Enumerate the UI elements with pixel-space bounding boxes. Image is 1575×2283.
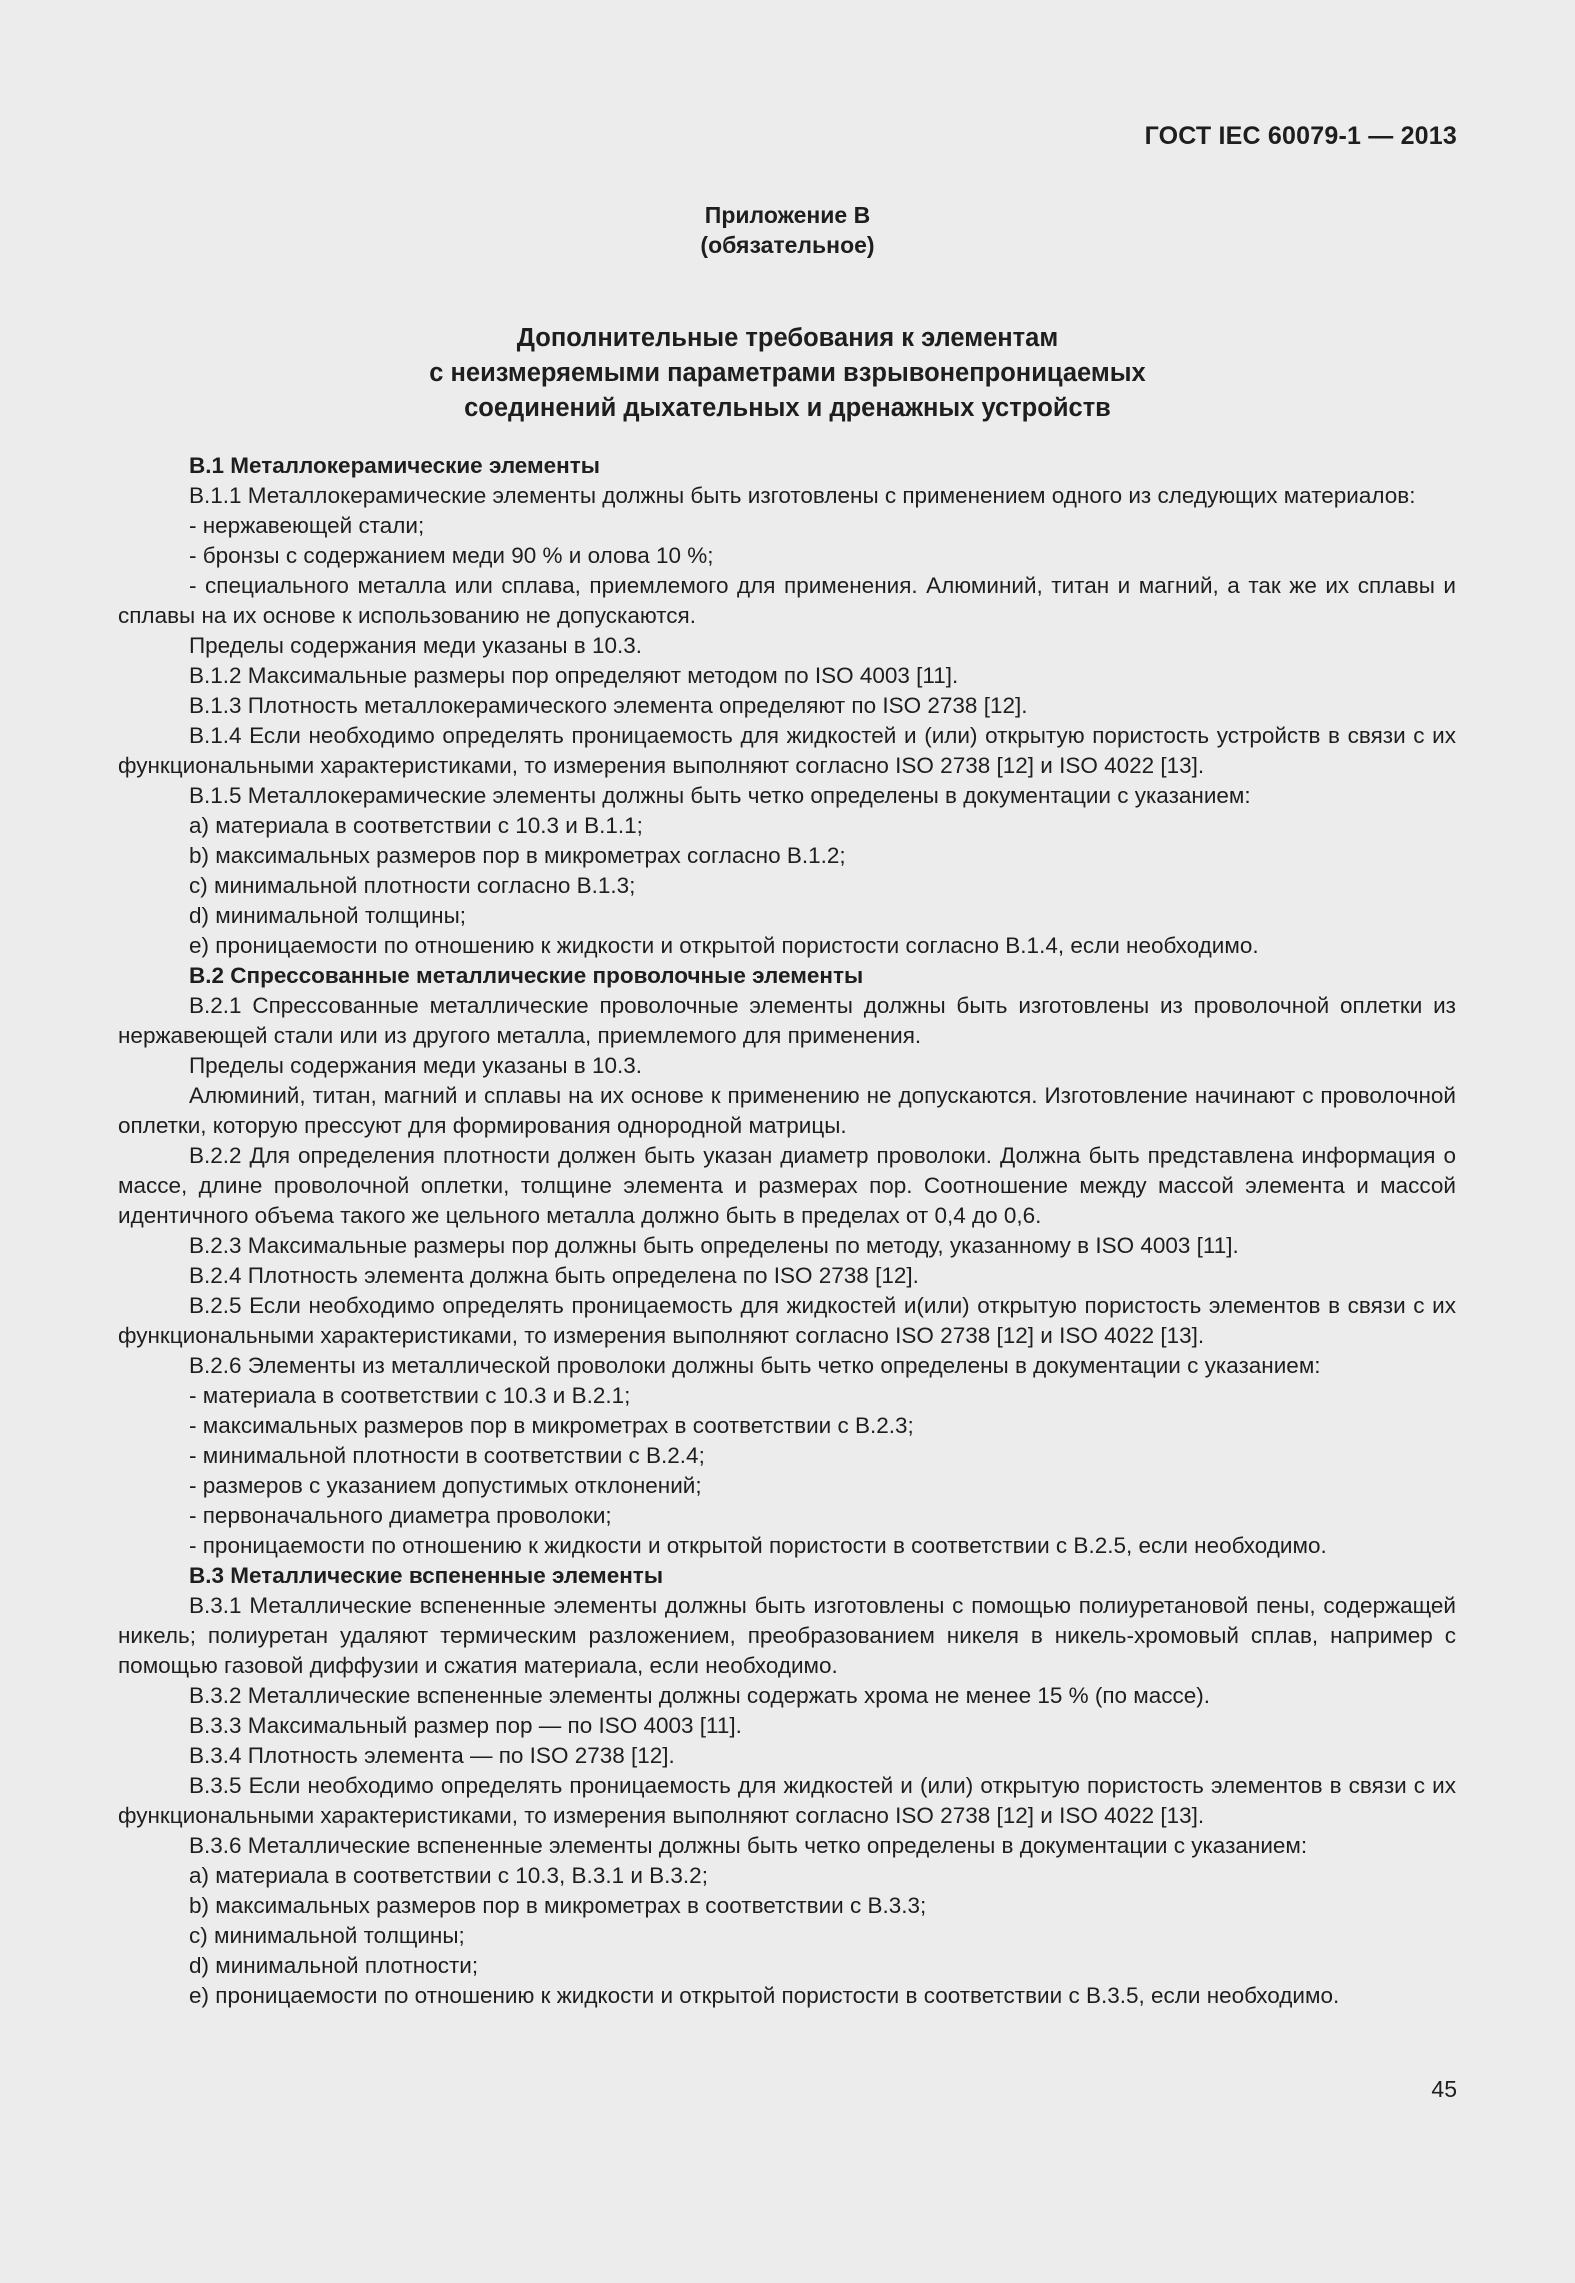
body-paragraph: В.2.3 Максимальные размеры пор должны быть определены по методу, указанному в ISO 4003 [11]. (189, 1233, 1239, 1258)
annex-label: Приложение В (704, 202, 871, 228)
annex-block (0, 200, 1575, 260)
body-paragraph: В.2.6 Элементы из металлической проволоки должны быть четко определены в документации с указанием: (189, 1353, 1321, 1378)
body-paragraph: - первоначального диаметра проволоки; (189, 1503, 612, 1528)
body-paragraph: В.1.3 Плотность металлокерамического элемента определяют по ISO 2738 [12]. (189, 693, 1028, 718)
body-paragraph: - нержавеющей стали; (189, 513, 425, 538)
annex-title-line: соединений дыхательных и дренажных устройств (464, 394, 1111, 422)
body-paragraph: d) минимальной плотности; (189, 1953, 479, 1978)
body-paragraph: b) максимальных размеров пор в микрометрах в соответствии с В.3.3; (189, 1893, 927, 1918)
body-paragraph: В.3.2 Металлические вспененные элементы должны содержать хрома не менее 15 % (по массе). (189, 1683, 1211, 1708)
body-paragraph: a) материала в соответствии с 10.3 и В.1.1; (189, 813, 643, 838)
body-paragraph: - бронзы с содержанием меди 90 % и олова 10 %; (189, 543, 714, 568)
document-body (118, 451, 1456, 2011)
body-paragraph: d) минимальной толщины; (189, 903, 467, 928)
body-paragraph: e) проницаемости по отношению к жидкости и открытой пористости согласно В.1.4, если необходимо. (189, 933, 1259, 958)
body-paragraph: - размеров с указанием допустимых отклонений; (189, 1473, 702, 1498)
body-paragraph: - специального металла или сплава, приемлемого для применения. Алюминий, титан и магний, а так же их сплавы и сплавы на их основе к использованию не допускаются. (118, 573, 1456, 628)
section-heading: В.3 Металлические вспененные элементы (189, 1563, 664, 1588)
body-paragraph: Пределы содержания меди указаны в 10.3. (189, 1053, 643, 1078)
body-paragraph: c) минимальной толщины; (189, 1923, 465, 1948)
body-paragraph: b) максимальных размеров пор в микрометрах согласно В.1.2; (189, 843, 846, 868)
body-paragraph: В.2.2 Для определения плотности должен быть указан диаметр проволоки. Должна быть представлена информация о массе, длине проволочной оплетки, толщине элемента и размерах пор. Соотношение между массой элемента и массой идентичного объема такого же цельного металла должно быть в пределах от 0,4 до 0,6. (118, 1143, 1456, 1228)
page-number: 45 (1431, 2076, 1457, 2102)
body-paragraph: - максимальных размеров пор в микрометрах в соответствии с В.2.3; (189, 1413, 914, 1438)
body-paragraph: В.1.5 Металлокерамические элементы должны быть четко определены в документации с указанием: (189, 783, 1251, 808)
annex-title-line: с неизмеряемыми параметрами взрывонепроницаемых (429, 359, 1146, 387)
body-paragraph: В.3.6 Металлические вспененные элементы должны быть четко определены в документации с указанием: (189, 1833, 1308, 1858)
body-paragraph: В.3.5 Если необходимо определять проницаемость для жидкостей и (или) открытую пористость элементов в связи с их функциональными характеристиками, то измерения выполняют согласно ISO 2738 [12] и ISO 4022 [13]. (118, 1773, 1456, 1828)
body-paragraph: e) проницаемости по отношению к жидкости и открытой пористости в соответствии с В.3.5, если необходимо. (189, 1983, 1340, 2008)
annex-status: (обязательное) (700, 232, 875, 258)
body-paragraph: В.3.4 Плотность элемента — по ISO 2738 [12]. (189, 1743, 675, 1768)
body-paragraph: c) минимальной плотности согласно В.1.3; (189, 873, 636, 898)
document-standard-number: ГОСТ IEC 60079-1 — 2013 (1144, 122, 1457, 150)
annex-title-line: Дополнительные требования к элементам (516, 324, 1059, 352)
body-paragraph: Алюминий, титан, магний и сплавы на их основе к применению не допускаются. Изготовление начинают с проволочной оплетки, которую прессуют для формирования однородной матрицы. (118, 1083, 1456, 1138)
section-heading: В.2 Спрессованные металлические проволочные элементы (189, 963, 864, 988)
body-paragraph: В.1.2 Максимальные размеры пор определяют методом по ISO 4003 [11]. (189, 663, 959, 688)
body-paragraph: В.2.5 Если необходимо определять проницаемость для жидкостей и(или) открытую пористость элементов в связи с их функциональными характеристиками, то измерения выполняют согласно ISO 2738 [12] и ISO 4022 [13]. (118, 1293, 1456, 1348)
body-paragraph: a) материала в соответствии с 10.3, В.3.1 и В.3.2; (189, 1863, 708, 1888)
body-paragraph: В.1.1 Металлокерамические элементы должны быть изготовлены с применением одного из следующих материалов: (189, 483, 1416, 508)
body-paragraph: - проницаемости по отношению к жидкости и открытой пористости в соответствии с В.2.5, если необходимо. (189, 1533, 1327, 1558)
body-paragraph: В.3.1 Металлические вспененные элементы должны быть изготовлены с помощью полиуретановой пены, содержащей никель; полиуретан удаляют термическим разложением, преобразованием никеля в никель-хромовый сплав, например с помощью газовой диффузии и сжатия материала, если необходимо. (118, 1593, 1456, 1678)
body-paragraph: В.2.1 Спрессованные металлические проволочные элементы должны быть изготовлены из проволочной оплетки из нержавеющей стали или из другого металла, приемлемого для применения. (118, 993, 1456, 1048)
body-paragraph: - материала в соответствии с 10.3 и В.2.1; (189, 1383, 631, 1408)
body-paragraph: В.3.3 Максимальный размер пор — по ISO 4003 [11]. (189, 1713, 742, 1738)
body-paragraph: Пределы содержания меди указаны в 10.3. (189, 633, 643, 658)
annex-title (0, 321, 1575, 426)
body-paragraph: В.1.4 Если необходимо определять проницаемость для жидкостей и (или) открытую пористость устройств в связи с их функциональными характеристиками, то измерения выполняют согласно ISO 2738 [12] и ISO 4022 [13]. (118, 723, 1456, 778)
body-paragraph: - минимальной плотности в соответствии с В.2.4; (189, 1443, 705, 1468)
section-heading: В.1 Металлокерамические элементы (189, 453, 601, 478)
body-paragraph: В.2.4 Плотность элемента должна быть определена по ISO 2738 [12]. (189, 1263, 919, 1288)
